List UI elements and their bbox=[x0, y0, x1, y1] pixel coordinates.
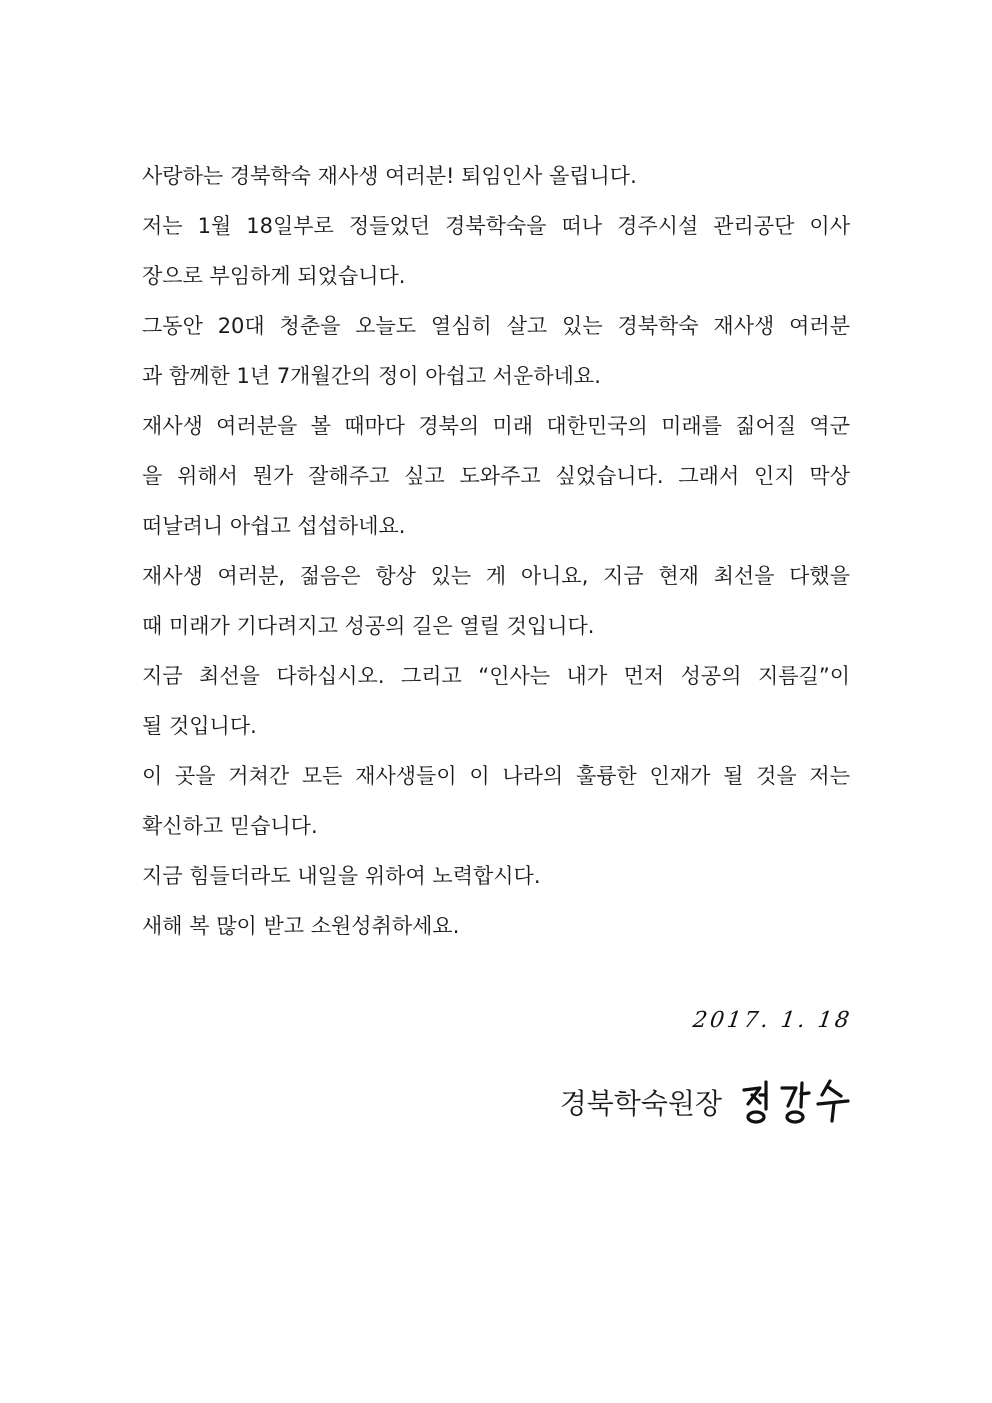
letter-line: 그동안 20대 청춘을 오늘도 열심히 살고 있는 경북학숙 재사생 여러분 bbox=[142, 314, 850, 338]
letter-line: 새해 복 많이 받고 소원성취하세요. bbox=[142, 914, 460, 938]
letter-line: 과 함께한 1년 7개월간의 정이 아쉽고 서운하네요. bbox=[142, 364, 601, 388]
letter-line: 때 미래가 기다려지고 성공의 길은 열릴 것입니다. bbox=[142, 614, 595, 638]
handwritten-signature bbox=[740, 1076, 852, 1128]
letter-line: 지금 힘들더라도 내일을 위하여 노력합시다. bbox=[142, 864, 541, 888]
letter-line: 확신하고 믿습니다. bbox=[142, 814, 318, 838]
letter-line: 사랑하는 경북학숙 재사생 여러분! 퇴임인사 올립니다. bbox=[142, 164, 637, 188]
letter-body bbox=[142, 154, 850, 954]
letter-line: 떠날려니 아쉽고 섭섭하네요. bbox=[142, 514, 406, 538]
letter-line: 이 곳을 거쳐간 모든 재사생들이 이 나라의 훌륭한 인재가 될 것을 저는 bbox=[142, 764, 850, 788]
letter-line: 재사생 여러분, 젊음은 항상 있는 게 아니요, 지금 현재 최선을 다했을 bbox=[142, 564, 850, 588]
letter-line: 재사생 여러분을 볼 때마다 경북의 미래 대한민국의 미래를 짊어질 역군 bbox=[142, 414, 850, 438]
signature-block bbox=[560, 1074, 852, 1130]
letter-line: 될 것입니다. bbox=[142, 714, 257, 738]
signer-title: 경북학숙원장 bbox=[559, 1087, 722, 1120]
handwritten-date: 2017. 1. 18 bbox=[691, 1008, 854, 1033]
letter-line: 을 위해서 뭔가 잘해주고 싶고 도와주고 싶었습니다. 그래서 인지 막상 bbox=[142, 464, 850, 488]
letter-line: 지금 최선을 다하십시오. 그리고 “인사는 내가 먼저 성공의 지름길”이 bbox=[142, 664, 850, 688]
letter-line: 저는 1월 18일부로 정들었던 경북학숙을 떠나 경주시설 관리공단 이사 bbox=[142, 214, 850, 238]
letter-line: 장으로 부임하게 되었습니다. bbox=[142, 264, 406, 288]
